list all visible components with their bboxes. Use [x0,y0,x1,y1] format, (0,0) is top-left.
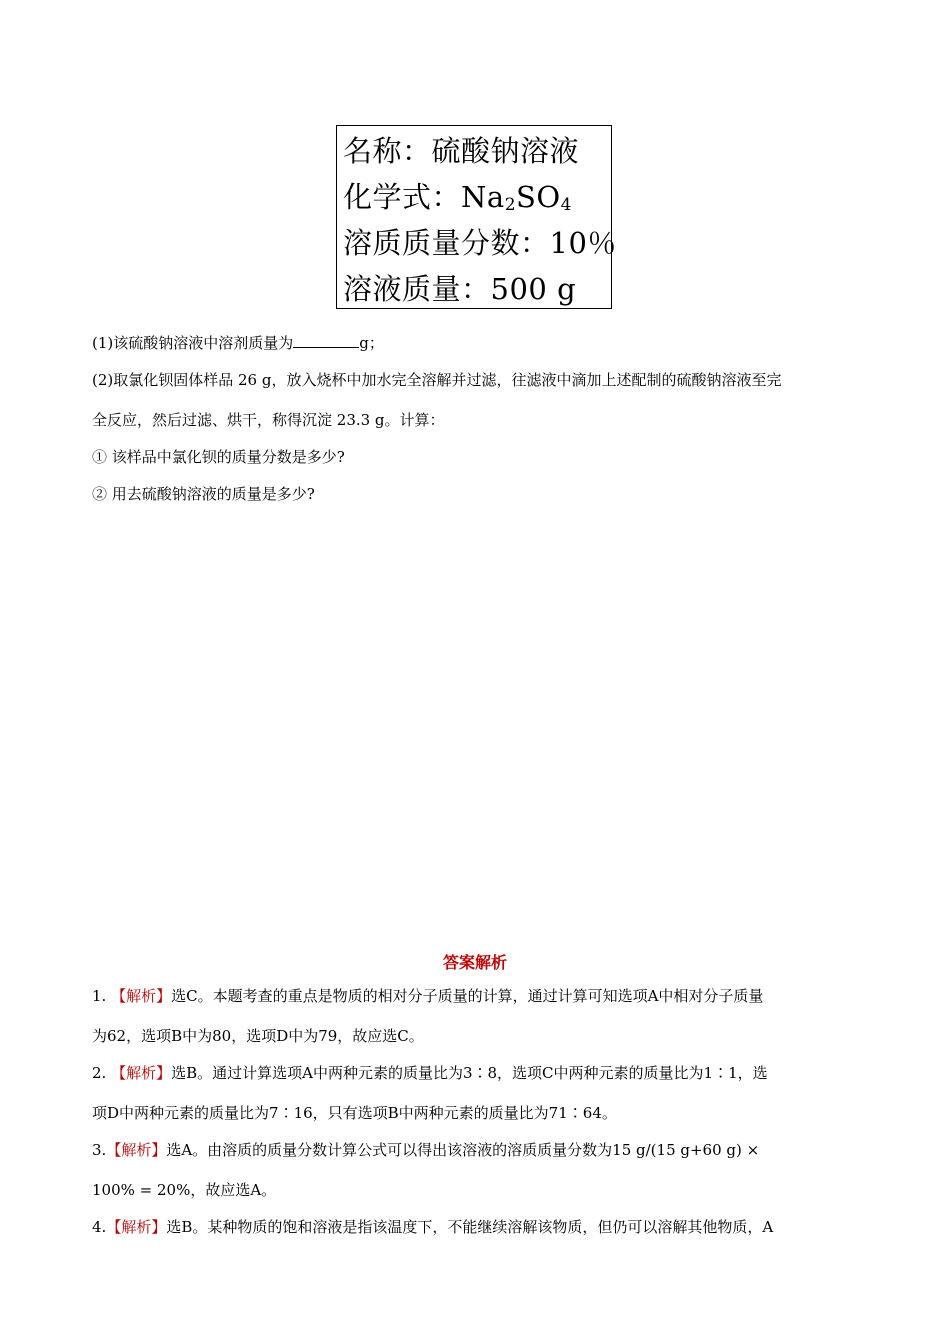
answer-1-line-1: 1. 【解析】选C。本题考查的重点是物质的相对分子质量的计算，通过计算可知选项A中相对分子质量 [92,987,764,1005]
formula-subscript-2: 2 [504,195,517,215]
analysis-tag: 【解析】 [111,1064,172,1082]
analysis-tag: 【解析】 [111,987,172,1005]
answer-3-line-1: 3.【解析】选A。由溶质的质量分数计算公式可以得出该溶液的溶质质量分数为15 g/(15 g+60 g) × [92,1141,760,1159]
question-1-unit: g； [359,334,384,352]
answer-3-line-2: 100% = 20%，故应选A。 [92,1181,277,1199]
formula-so: SO [516,180,561,214]
answer-blank [293,333,359,348]
question-2-sub-2: ② 用去硫酸钠溶液的质量是多少? [92,485,315,503]
answer-4-line-1: 4.【解析】选B。某种物质的饱和溶液是指该温度下，不能继续溶解该物质，但仍可以溶解其他物质，A [92,1218,774,1236]
answer-2-line-2: 项D中两种元素的质量比为7∶16，只有选项B中两种元素的质量比为71∶64。 [92,1104,617,1122]
question-2-sub-1: ① 该样品中氯化钡的质量分数是多少? [92,448,345,466]
question-1-text: (1)该硫酸钠溶液中溶剂质量为 [92,334,294,352]
formula-subscript-4: 4 [560,195,572,215]
question-2-line-1: (2)取氯化钡固体样品 26 g，放入烧杯中加水完全溶解并过滤，往滤液中滴加上述配制的硫酸钠溶液至完 [92,371,782,389]
solution-label-box [336,125,617,309]
answer-2-line-1: 2. 【解析】选B。通过计算选项A中两种元素的质量比为3∶8，选项C中两种元素的质量比为1∶1，选 [92,1064,768,1082]
formula-na: Na [461,180,505,214]
label-formula-line [343,174,611,220]
answer-1-line-2: 为62，选项B中为80，选项D中为79，故应选C。 [92,1027,424,1045]
analysis-tag: 【解析】 [106,1218,167,1236]
answers-heading: 答案解析 [442,953,507,972]
label-name-line: 名称：硫酸钠溶液 [343,134,580,168]
analysis-tag: 【解析】 [106,1141,167,1159]
question-2-line-2: 全反应，然后过滤、烘干，称得沉淀 23.3 g。计算： [92,411,445,429]
question-1 [92,333,384,353]
formula-prefix: 化学式： [343,180,462,214]
label-fraction-line: 溶质质量分数：10％ [343,226,617,260]
label-mass-line: 溶液质量：500 g [343,272,577,306]
